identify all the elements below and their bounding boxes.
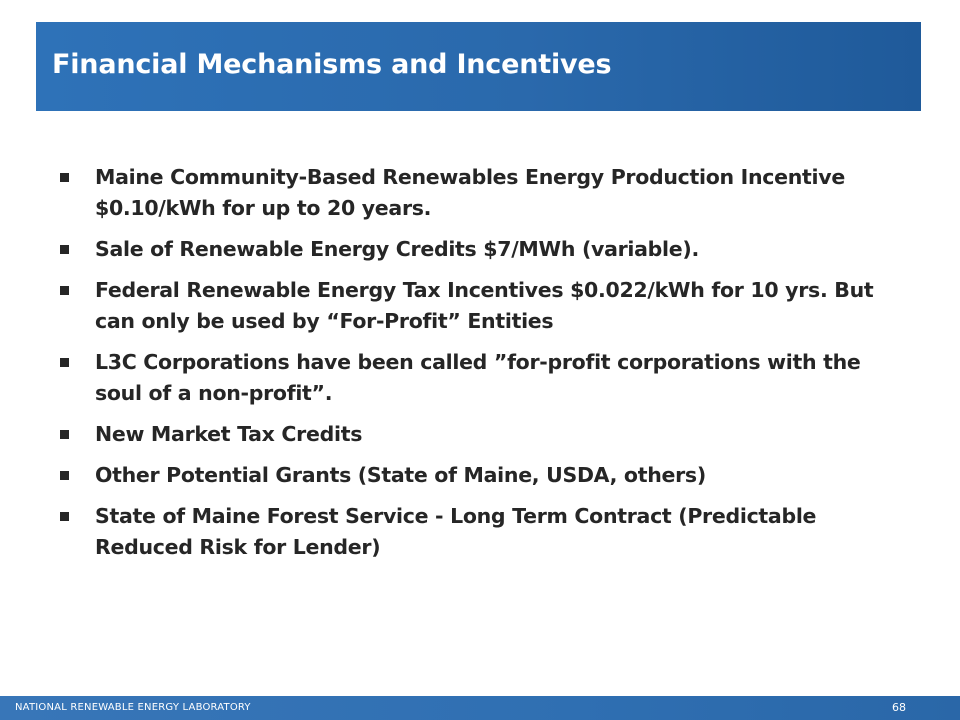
square-bullet-icon	[60, 471, 69, 480]
bullet-item	[58, 419, 898, 450]
bullet-text: Federal Renewable Energy Tax Incentives $0.022/kWh for 10 yrs. But can only be used by “For-Profit” Entities	[95, 278, 874, 333]
bullet-text: Sale of Renewable Energy Credits $7/MWh (variable).	[95, 237, 699, 261]
bullet-item	[58, 460, 898, 491]
bullet-text: L3C Corporations have been called ”for-profit corporations with the soul of a non-profit”.	[95, 350, 861, 405]
bullet-text: State of Maine Forest Service - Long Term Contract (Predictable Reduced Risk for Lender)	[95, 504, 817, 559]
square-bullet-icon	[60, 245, 69, 254]
square-bullet-icon	[60, 512, 69, 521]
bullet-item	[58, 162, 898, 224]
square-bullet-icon	[60, 286, 69, 295]
bullet-item	[58, 347, 898, 409]
bullet-item	[58, 234, 898, 265]
bullet-item	[58, 275, 898, 337]
page-number: 68	[892, 701, 906, 714]
bullet-item	[58, 501, 898, 563]
square-bullet-icon	[60, 430, 69, 439]
footer-organization: NATIONAL RENEWABLE ENERGY LABORATORY	[15, 702, 251, 713]
bullet-text: Other Potential Grants (State of Maine, USDA, others)	[95, 463, 706, 487]
bullet-text: New Market Tax Credits	[95, 422, 363, 446]
footer-bar	[0, 696, 960, 720]
bullet-list	[58, 162, 898, 573]
square-bullet-icon	[60, 173, 69, 182]
bullet-text: Maine Community-Based Renewables Energy Production Incentive $0.10/kWh for up to 20 years.	[95, 165, 845, 220]
square-bullet-icon	[60, 358, 69, 367]
slide-title: Financial Mechanisms and Incentives	[52, 49, 612, 80]
title-bar	[36, 22, 921, 111]
